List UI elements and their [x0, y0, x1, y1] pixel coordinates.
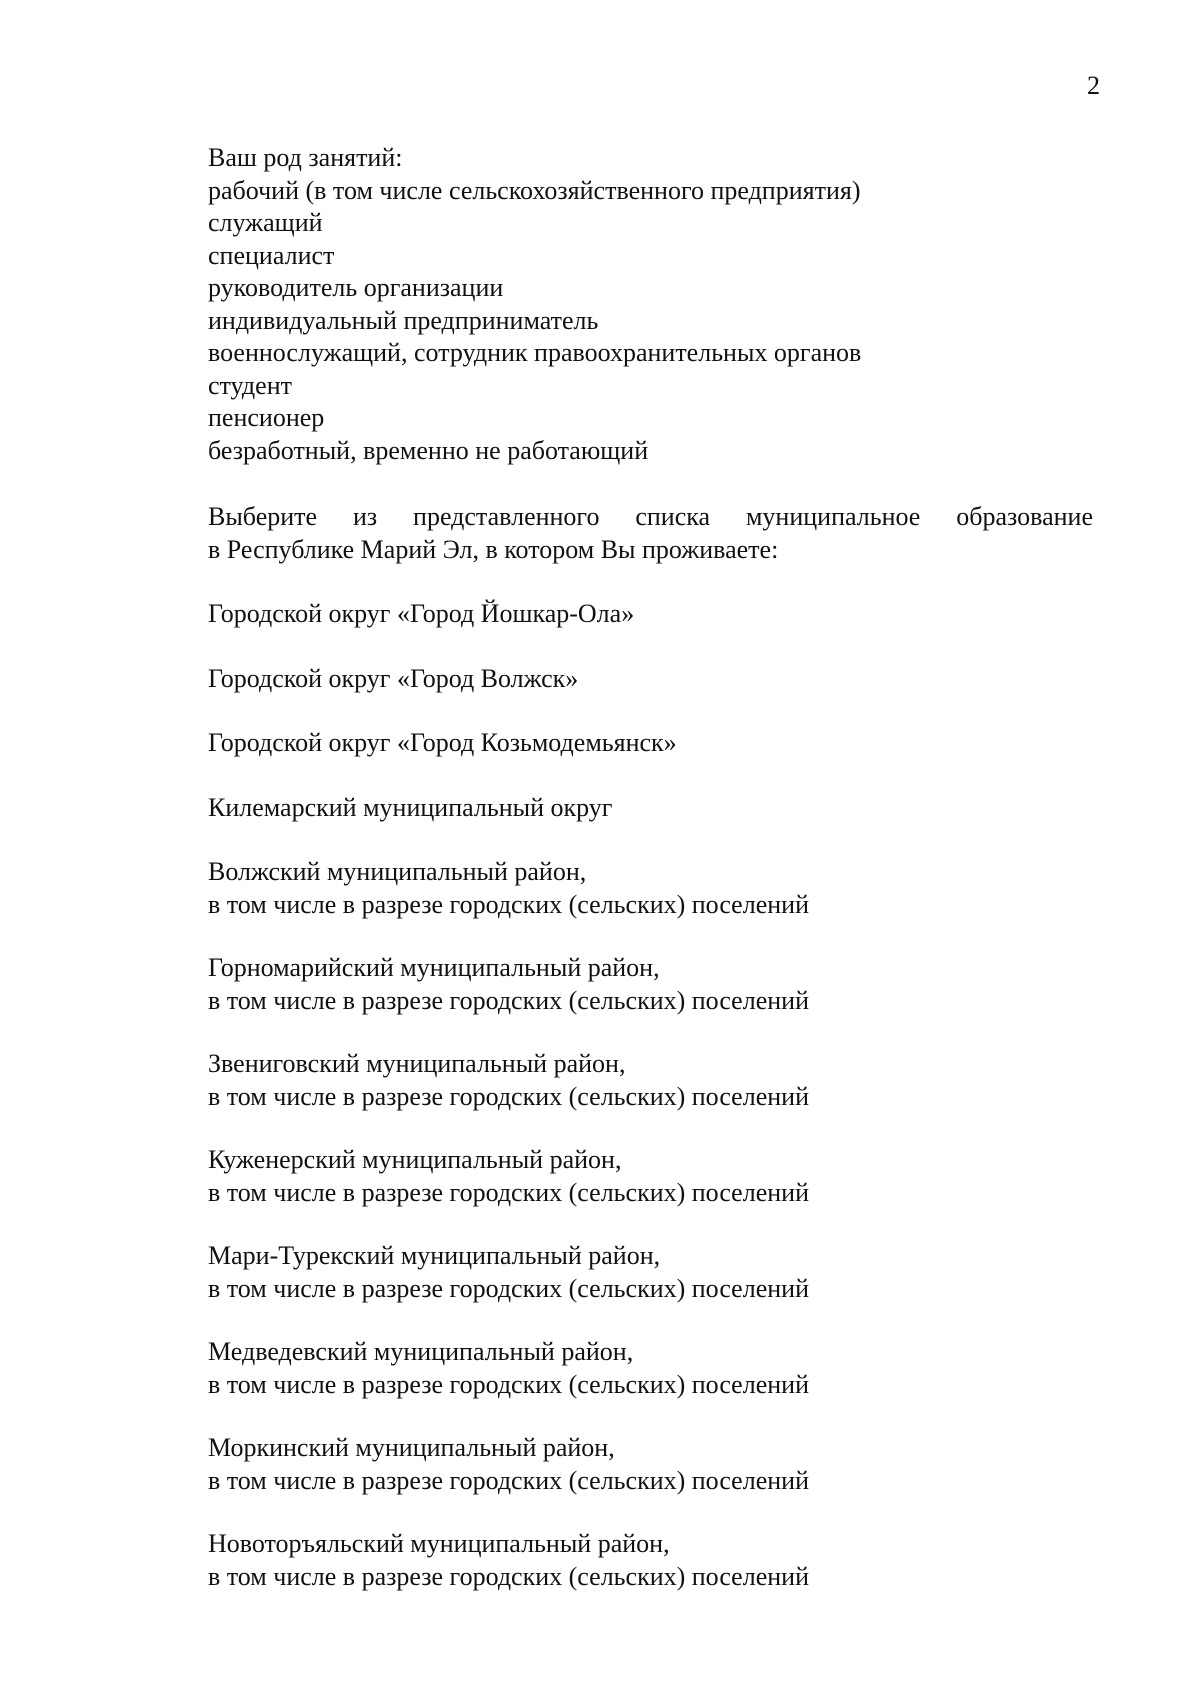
occupation-heading: Ваш род занятий:	[208, 143, 403, 172]
municipality-option-note: в том числе в разрезе городских (сельских) поселений	[208, 1177, 809, 1207]
occupation-item: служащий	[208, 208, 323, 237]
municipality-option-note: в том числе в разрезе городских (сельских) поселений	[208, 1465, 809, 1495]
municipality-option-note: в том числе в разрезе городских (сельских) поселений	[208, 1273, 809, 1303]
occupation-item: специалист	[208, 240, 335, 270]
municipality-option	[208, 1240, 1093, 1305]
municipality-option-name: Городской округ «Город Волжск»	[208, 663, 579, 693]
municipality-option-note: в том числе в разрезе городских (сельских) поселений	[208, 1081, 809, 1111]
municipality-option-note: в том числе в разрезе городских (сельских) поселений	[208, 1561, 809, 1591]
occupation-item: руководитель организации	[208, 273, 504, 302]
municipality-prompt-line: в Республике Марий Эл, в котором Вы проживаете:	[208, 534, 779, 564]
occupation-item: безработный, временно не работающий	[208, 435, 649, 465]
municipality-option-name: Килемарский муниципальный округ	[208, 792, 613, 822]
municipality-option	[208, 727, 1093, 760]
municipality-option	[208, 1528, 1093, 1593]
municipality-option-name: Мари-Турекский муниципальный район,	[208, 1241, 661, 1270]
municipality-option-name: Новоторъяльский муниципальный район,	[208, 1529, 670, 1558]
occupation-item: студент	[208, 370, 292, 400]
municipality-option	[208, 792, 1093, 825]
municipality-option-name: Моркинский муниципальный район,	[208, 1433, 615, 1462]
municipality-option-name: Горномарийский муниципальный район,	[208, 953, 660, 982]
occupation-section	[208, 142, 1093, 467]
municipality-option-name: Медведевский муниципальный район,	[208, 1337, 634, 1366]
municipality-option-note: в том числе в разрезе городских (сельских) поселений	[208, 985, 809, 1015]
municipality-option	[208, 952, 1093, 1017]
municipality-option-note: в том числе в разрезе городских (сельских) поселений	[208, 1369, 809, 1399]
municipality-options	[208, 598, 1093, 1593]
municipality-option-name: Звениговский муниципальный район,	[208, 1049, 626, 1078]
municipality-option-name: Городской округ «Город Йошкар-Ола»	[208, 599, 635, 628]
municipality-prompt-line: Выберите из представленного списка муниципальное образование	[208, 502, 1093, 531]
municipality-option	[208, 1144, 1093, 1209]
municipality-option	[208, 1048, 1093, 1113]
municipality-option	[208, 598, 1093, 631]
occupation-item: рабочий (в том числе сельскохозяйственного предприятия)	[208, 175, 861, 205]
municipality-option	[208, 856, 1093, 921]
municipality-option	[208, 663, 1093, 696]
occupation-item: военнослужащий, сотрудник правоохранительных органов	[208, 338, 862, 367]
document-body	[208, 142, 1093, 1624]
municipality-prompt	[208, 501, 1093, 566]
municipality-option-name: Куженерский муниципальный район,	[208, 1145, 622, 1174]
municipality-option-note: в том числе в разрезе городских (сельских) поселений	[208, 889, 809, 919]
municipality-option	[208, 1432, 1093, 1497]
occupation-item: пенсионер	[208, 403, 325, 432]
municipality-option-name: Волжский муниципальный район,	[208, 857, 587, 886]
page-number: 2	[1087, 71, 1100, 100]
municipality-option	[208, 1336, 1093, 1401]
municipality-option-name: Городской округ «Город Козьмодемьянск»	[208, 728, 677, 757]
occupation-item: индивидуальный предприниматель	[208, 305, 599, 335]
